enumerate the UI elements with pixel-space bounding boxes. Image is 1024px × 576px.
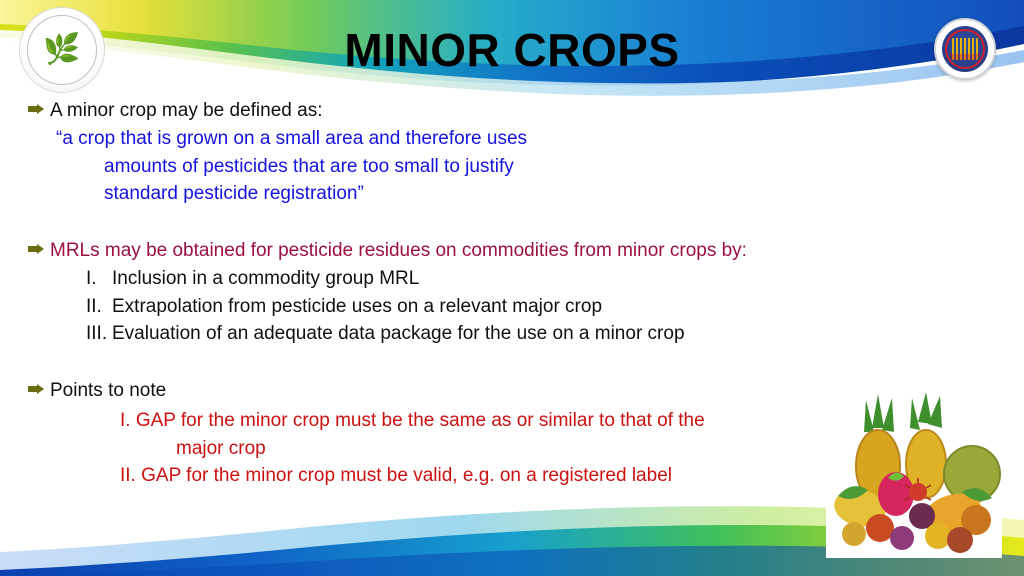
list-item-number: III. — [86, 323, 108, 345]
point-1-line-2: major crop — [176, 437, 266, 459]
bullet-mrl-text: MRLs may be obtained for pesticide residues on commodities from minor crops by: — [50, 239, 747, 261]
bullet-definition-text: A minor crop may be defined as: — [50, 100, 323, 121]
page-title: MINOR CROPS — [344, 24, 680, 76]
list-item — [86, 265, 996, 293]
point-1-line-1: I. GAP for the minor crop must be the same as or similar to that of the — [120, 410, 705, 432]
bullet-mrl — [28, 238, 996, 265]
arrow-bullet-icon — [28, 238, 50, 256]
arrow-bullet-icon — [28, 98, 50, 116]
list-item-number: II. — [86, 295, 102, 317]
definition-quote — [56, 125, 996, 208]
seal-emblem-icon: 🌿 — [43, 33, 81, 66]
bullet-definition — [28, 98, 996, 125]
list-item-label: Evaluation of an adequate data package for the use on a minor crop — [112, 323, 685, 345]
list-item-label: Extrapolation from pesticide uses on a relevant major crop — [112, 295, 603, 317]
definition-quote-line-3: standard pesticide registration” — [104, 183, 364, 205]
bullet-points-to-note-text: Points to note — [50, 380, 167, 402]
definition-quote-line-1: “a crop that is grown on a small area and therefore uses — [56, 127, 528, 149]
list-item — [86, 293, 996, 321]
point-2: II. GAP for the minor crop must be valid, e.g. on a registered label — [120, 465, 672, 487]
tropical-fruits-graphic — [826, 388, 1002, 558]
list-item — [86, 320, 996, 348]
mrl-method-list — [86, 265, 996, 349]
arrow-bullet-icon — [28, 378, 50, 396]
list-item-label: Inclusion in a commodity group MRL — [112, 267, 420, 289]
tropical-fruits-image — [826, 388, 1002, 558]
list-item-number: I. — [86, 267, 97, 289]
definition-quote-line-2: amounts of pesticides that are too small to justify — [104, 155, 514, 177]
